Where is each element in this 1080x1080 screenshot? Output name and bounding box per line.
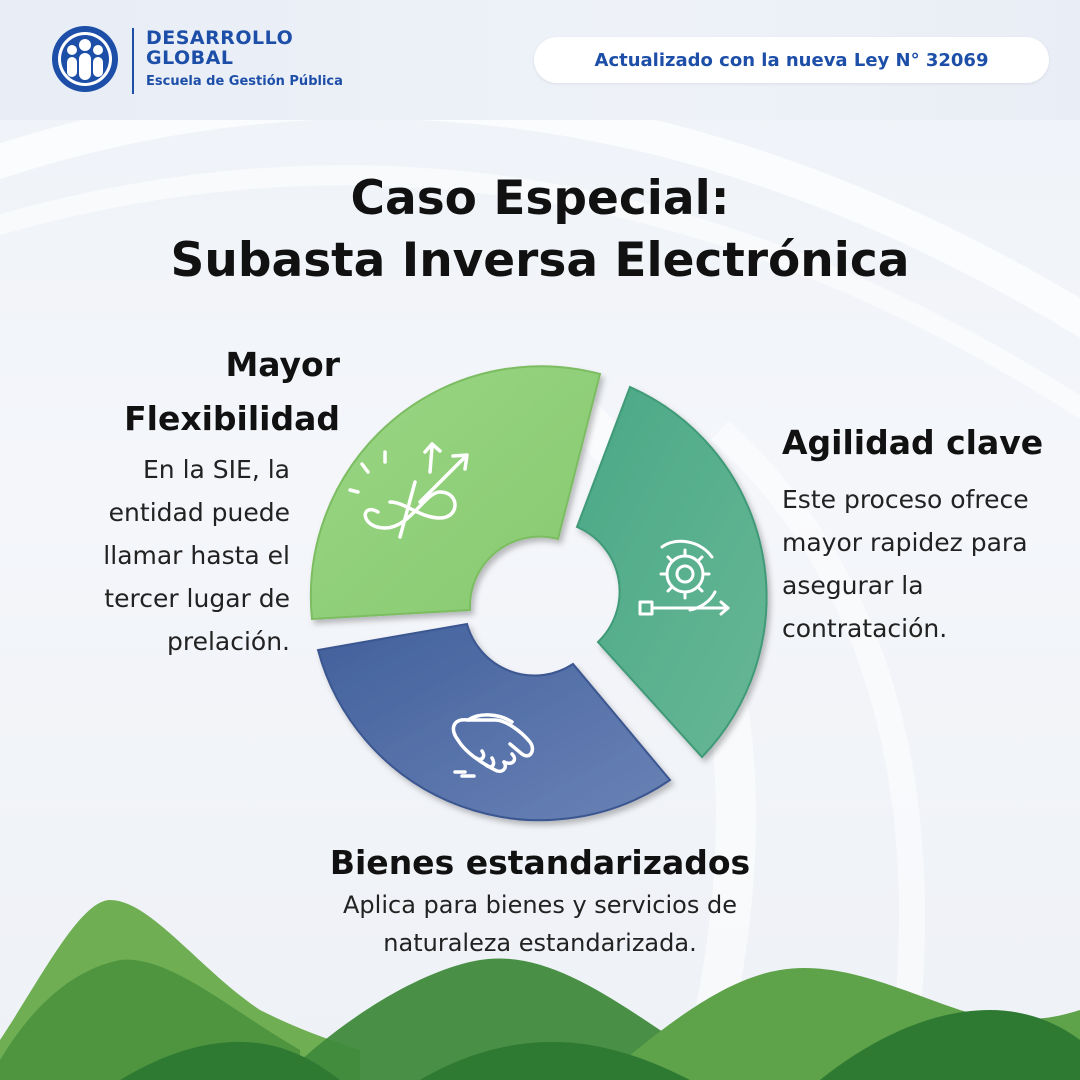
flexibilidad-body [20, 448, 290, 663]
bienes-text [300, 840, 780, 962]
page-title [0, 168, 1080, 292]
title-line-2: Subasta Inversa Electrónica [170, 233, 910, 288]
bienes-body-line: naturaleza estandarizada. [383, 929, 697, 957]
agilidad-body [782, 478, 1072, 650]
agilidad-body-line: contratación. [782, 614, 948, 643]
flexibilidad-heading-line-2: Flexibilidad [124, 399, 340, 438]
logo-divider [132, 28, 134, 94]
flexibilidad-body-line: entidad puede [108, 498, 290, 527]
header-bar [0, 0, 1080, 120]
agilidad-text [782, 418, 1072, 650]
flexibilidad-body-line: llamar hasta el [103, 541, 290, 570]
flexibilidad-text [20, 338, 340, 663]
flexibilidad-body-line: tercer lugar de [104, 584, 290, 613]
people-logo-icon [50, 24, 120, 94]
logo-line-2: GLOBAL [146, 47, 234, 69]
flexibilidad-body-line: prelación. [166, 627, 290, 656]
cycle-diagram [290, 352, 790, 832]
brand-logo[interactable] [50, 22, 350, 98]
logo-line-1: DESARROLLO [146, 27, 294, 49]
bienes-body-line: Aplica para bienes y servicios de [343, 891, 737, 919]
agilidad-body-line: asegurar la [782, 571, 924, 600]
agilidad-body-line: Este proceso ofrece [782, 485, 1029, 514]
update-badge: Actualizado con la nueva Ley N° 32069 [534, 37, 1049, 83]
flexibilidad-heading [20, 338, 340, 446]
agilidad-heading: Agilidad clave [782, 423, 1044, 462]
logo-wordmark [146, 28, 293, 68]
bienes-heading: Bienes estandarizados [329, 843, 751, 882]
flexibilidad-heading-line-1: Mayor [225, 345, 340, 384]
bienes-body [300, 886, 780, 962]
title-line-1: Caso Especial: [350, 171, 730, 226]
flexibilidad-body-line: En la SIE, la [143, 455, 290, 484]
agilidad-body-line: mayor rapidez para [782, 528, 1028, 557]
logo-subtitle: Escuela de Gestión Pública [146, 74, 343, 89]
